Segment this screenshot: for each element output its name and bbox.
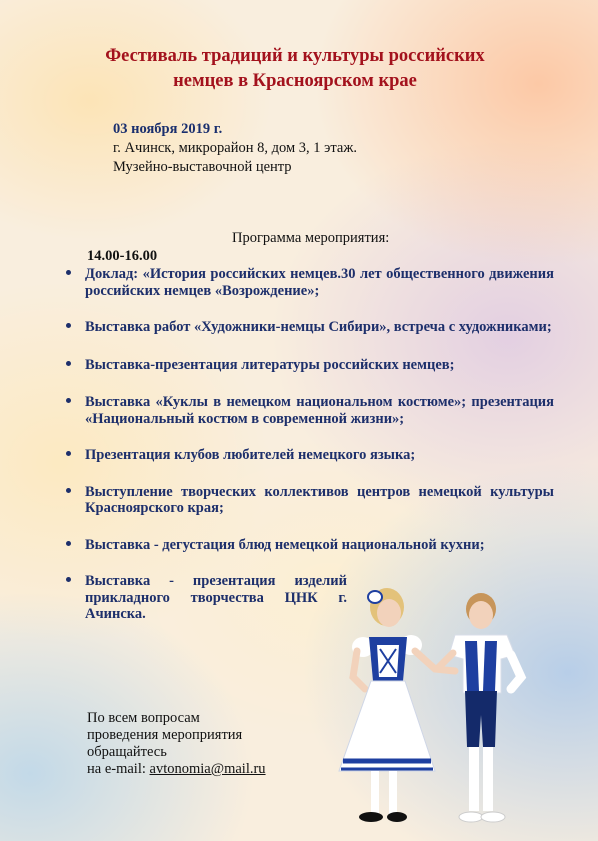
program-heading: Программа мероприятия: [232,230,390,246]
program-item [62,357,554,374]
bullet-icon [66,577,71,582]
bullet-icon [66,451,71,456]
program-item-text: Доклад: «История российских немцев.30 лет общественного движения российских немцев «Возрождение»; [85,266,554,299]
event-info [113,120,513,177]
program-item-text: Выставка-презентация литературы российских немцев; [85,356,455,373]
program-item [62,266,554,299]
bullet-icon [66,361,71,366]
event-venue: Музейно-выставочной центр [113,159,292,175]
email-link[interactable]: avtonomia@mail.ru [149,761,266,777]
program-item [62,447,554,464]
program-item [62,319,554,336]
bullet-icon [66,398,71,403]
program-item [62,537,554,554]
festival-title [60,44,530,94]
contact-line-3: обращайтесь [87,744,167,760]
event-date: 03 ноября 2019 г. [113,121,223,137]
program-item-text: Выступление творческих коллективов центров немецкой культуры Красноярского края; [85,483,554,516]
program-item-text: Выставка - дегустация блюд немецкой национальной кухни; [85,536,485,553]
email-prefix: на e-mail: [87,761,150,777]
title-line-2: немцев в Красноярском крае [173,71,417,91]
bullet-icon [66,323,71,328]
program-item [62,394,554,427]
girl-figure [339,588,455,822]
program-time: 14.00-16.00 [87,248,158,264]
contact-email-line [87,761,317,778]
program-list [62,266,554,623]
program-item-text: Выставка «Куклы в немецком национальном костюме»; презентация «Национальный костюм в современной жизни»; [85,394,554,427]
dancing-children-image [325,585,535,835]
contact-block [87,710,317,778]
program-item [62,573,347,623]
program-item-text: Выставка - презентация изделий прикладного творчества ЦНК г. Ачинска. [85,573,347,622]
bullet-icon [66,488,71,493]
contact-line-1: По всем вопросам [87,710,200,726]
program-item-text: Выставка работ «Художники-немцы Сибири», встреча с художниками; [85,319,552,335]
contact-line-2: проведения мероприятия [87,727,243,743]
program-item-text: Презентация клубов любителей немецкого языка; [85,447,416,463]
bullet-icon [66,270,71,275]
bullet-icon [66,541,71,546]
program-item [62,484,554,517]
title-line-1: Фестиваль традиций и культуры российских [105,46,485,66]
boy-figure [437,593,521,822]
event-address: г. Ачинск, микрорайон 8, дом 3, 1 этаж. [113,140,357,156]
